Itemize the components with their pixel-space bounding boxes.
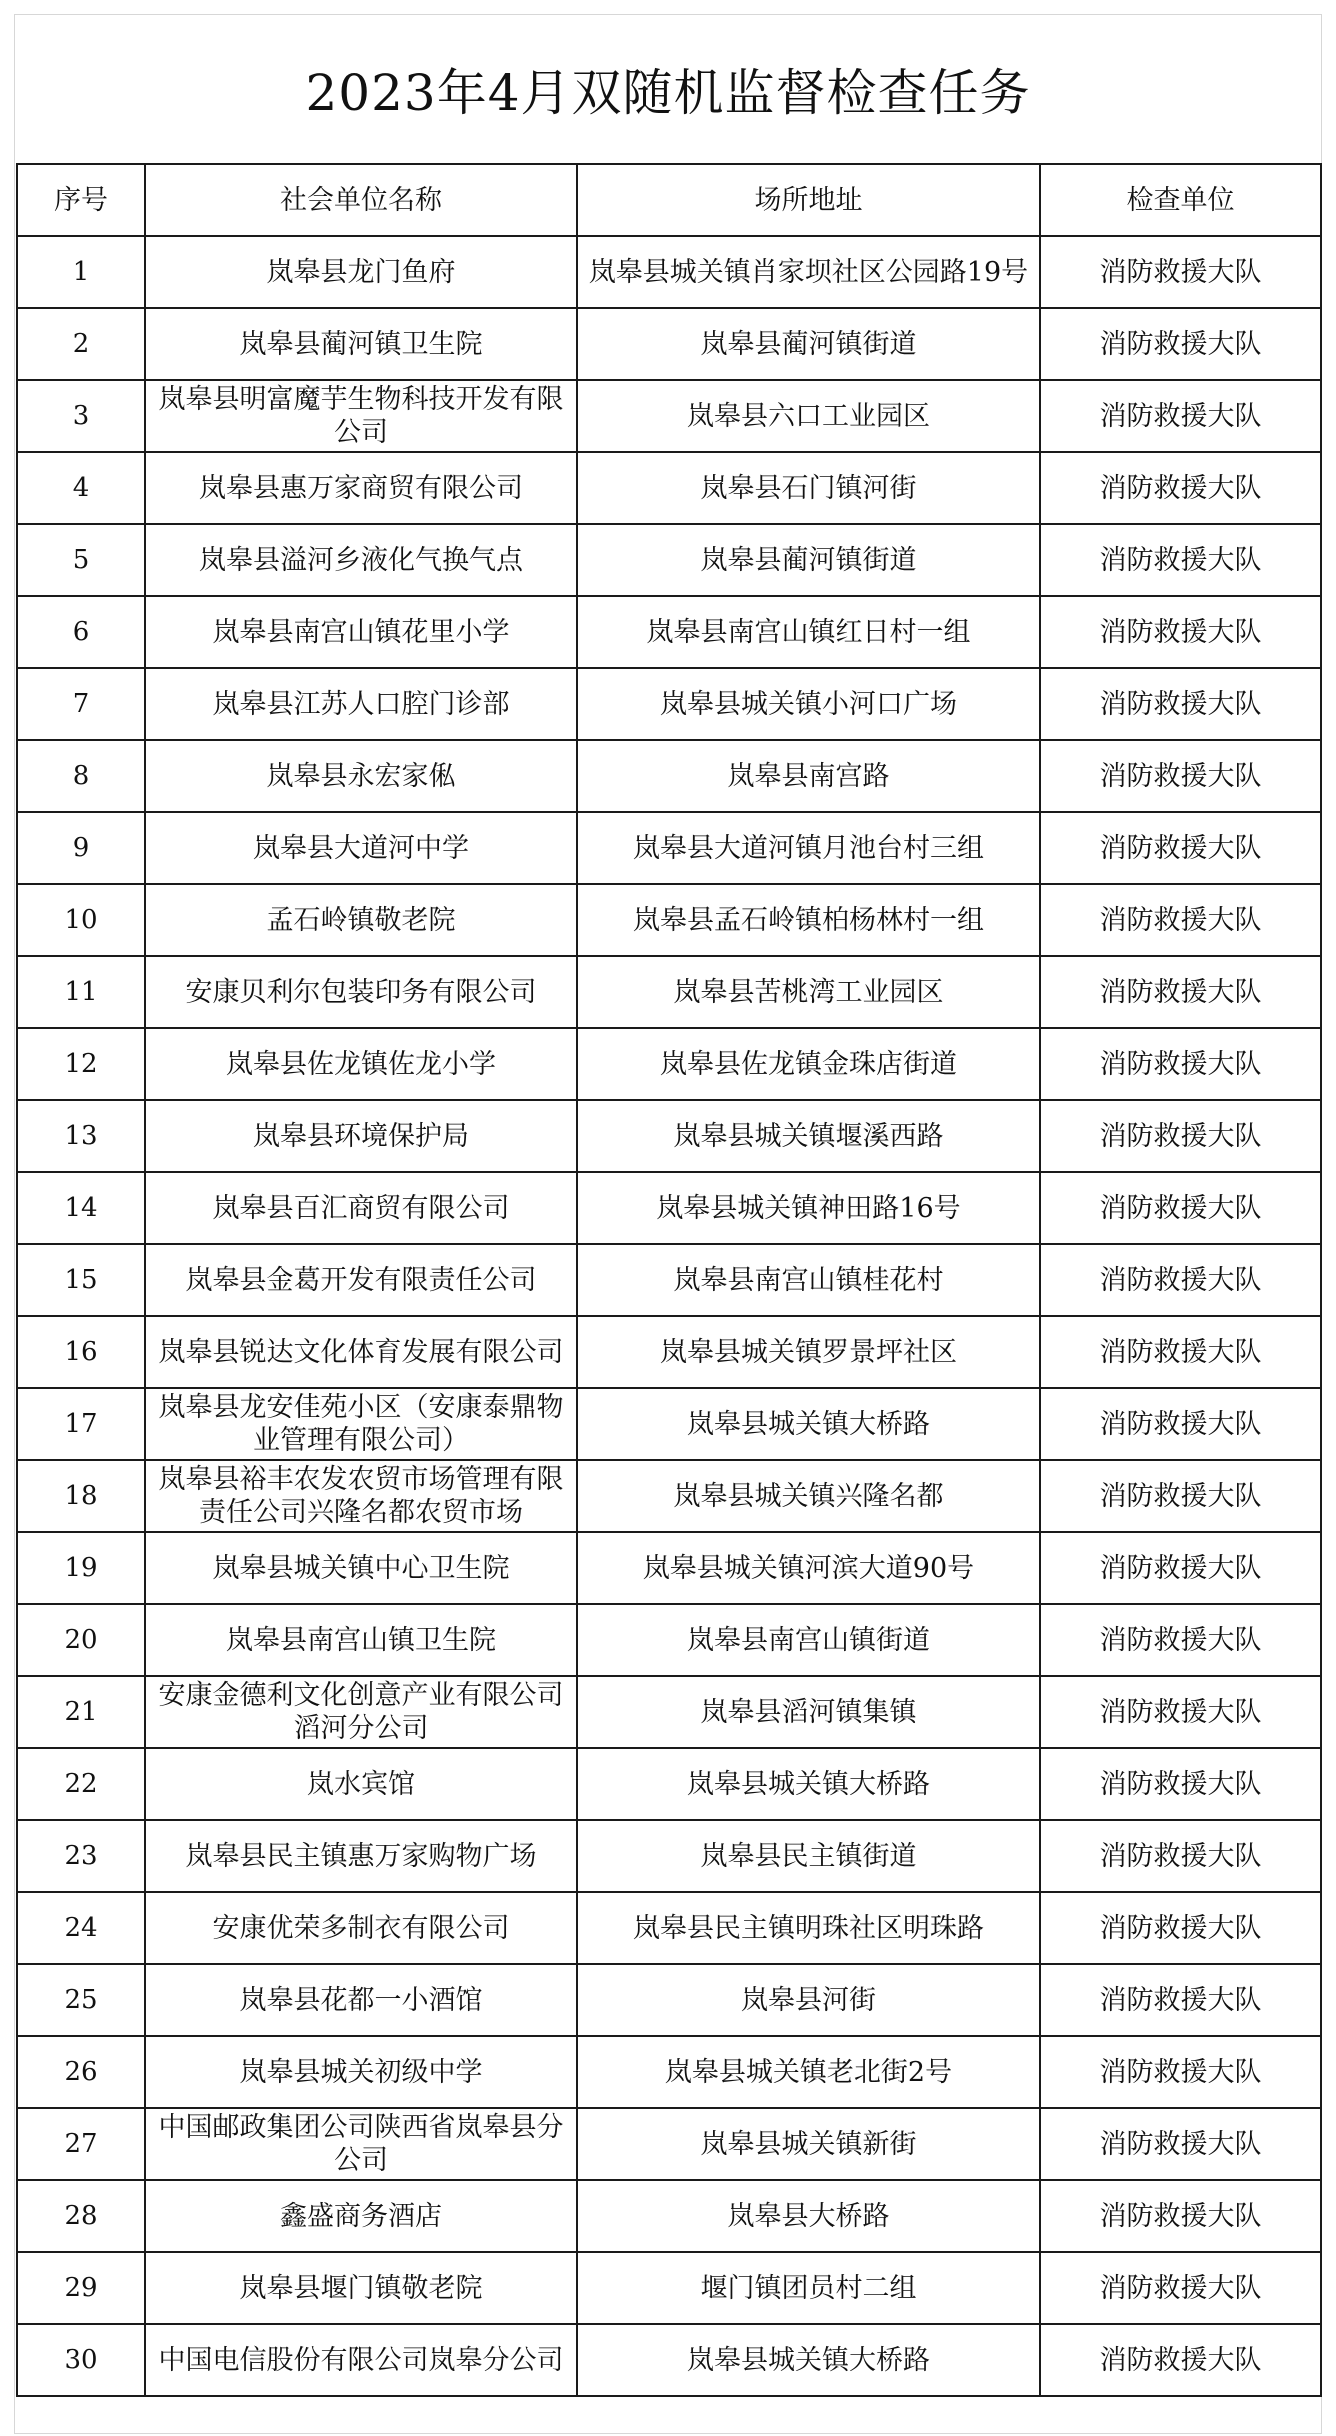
serial-number-cell: 1: [17, 236, 145, 308]
inspecting-unit-cell: 消防救援大队: [1040, 2252, 1321, 2324]
table-row: [17, 524, 1321, 596]
address-cell: 岚皋县民主镇街道: [577, 1820, 1040, 1892]
serial-number-cell: 4: [17, 452, 145, 524]
inspecting-unit-cell: 消防救援大队: [1040, 236, 1321, 308]
serial-number-cell: 30: [17, 2324, 145, 2396]
table-row: [17, 1964, 1321, 2036]
table-row: [17, 1676, 1321, 1748]
serial-number-cell: 28: [17, 2180, 145, 2252]
table-row: [17, 1820, 1321, 1892]
table-row: [17, 2252, 1321, 2324]
inspecting-unit-cell: 消防救援大队: [1040, 1028, 1321, 1100]
inspecting-unit-cell: 消防救援大队: [1040, 1964, 1321, 2036]
serial-number-cell: 20: [17, 1604, 145, 1676]
unit-name-cell: 岚皋县龙门鱼府: [145, 236, 577, 308]
table-row: [17, 1532, 1321, 1604]
inspecting-unit-cell: 消防救援大队: [1040, 308, 1321, 380]
serial-number-cell: 6: [17, 596, 145, 668]
inspecting-unit-cell: 消防救援大队: [1040, 2108, 1321, 2180]
address-cell: 岚皋县六口工业园区: [577, 380, 1040, 452]
unit-name-cell: 岚皋县明富魔芋生物科技开发有限公司: [145, 380, 577, 452]
address-cell: 岚皋县蔺河镇街道: [577, 308, 1040, 380]
table-row: [17, 1316, 1321, 1388]
serial-number-cell: 2: [17, 308, 145, 380]
address-cell: 岚皋县滔河镇集镇: [577, 1676, 1040, 1748]
unit-name-cell: 鑫盛商务酒店: [145, 2180, 577, 2252]
address-cell: 岚皋县城关镇新街: [577, 2108, 1040, 2180]
inspecting-unit-cell: 消防救援大队: [1040, 956, 1321, 1028]
table-row: [17, 308, 1321, 380]
address-cell: 岚皋县城关镇大桥路: [577, 1748, 1040, 1820]
serial-number-cell: 21: [17, 1676, 145, 1748]
serial-number-cell: 13: [17, 1100, 145, 1172]
address-cell: 岚皋县城关镇河滨大道90号: [577, 1532, 1040, 1604]
serial-number-cell: 14: [17, 1172, 145, 1244]
unit-name-cell: 岚皋县百汇商贸有限公司: [145, 1172, 577, 1244]
inspecting-unit-cell: 消防救援大队: [1040, 668, 1321, 740]
unit-name-cell: 岚皋县溢河乡液化气换气点: [145, 524, 577, 596]
address-cell: 岚皋县南宫山镇街道: [577, 1604, 1040, 1676]
table-row: [17, 1604, 1321, 1676]
unit-name-cell: 岚皋县花都一小酒馆: [145, 1964, 577, 2036]
serial-number-cell: 19: [17, 1532, 145, 1604]
unit-name-cell: 岚皋县大道河中学: [145, 812, 577, 884]
inspection-table: [16, 163, 1322, 2397]
unit-name-cell: 岚皋县裕丰农发农贸市场管理有限责任公司兴隆名都农贸市场: [145, 1460, 577, 1532]
serial-number-cell: 26: [17, 2036, 145, 2108]
serial-number-cell: 5: [17, 524, 145, 596]
unit-name-cell: 岚皋县江苏人口腔门诊部: [145, 668, 577, 740]
inspecting-unit-cell: 消防救援大队: [1040, 1676, 1321, 1748]
address-cell: 岚皋县南宫山镇桂花村: [577, 1244, 1040, 1316]
serial-number-cell: 8: [17, 740, 145, 812]
inspecting-unit-cell: 消防救援大队: [1040, 1100, 1321, 1172]
address-cell: 岚皋县城关镇肖家坝社区公园路19号: [577, 236, 1040, 308]
inspecting-unit-cell: 消防救援大队: [1040, 2324, 1321, 2396]
serial-number-cell: 22: [17, 1748, 145, 1820]
address-cell: 堰门镇团员村二组: [577, 2252, 1040, 2324]
table-row: [17, 1748, 1321, 1820]
table-row: [17, 1172, 1321, 1244]
address-cell: 岚皋县城关镇老北街2号: [577, 2036, 1040, 2108]
address-cell: 岚皋县南宫山镇红日村一组: [577, 596, 1040, 668]
unit-name-cell: 岚皋县永宏家俬: [145, 740, 577, 812]
serial-number-cell: 25: [17, 1964, 145, 2036]
address-cell: 岚皋县石门镇河街: [577, 452, 1040, 524]
inspecting-unit-cell: 消防救援大队: [1040, 1820, 1321, 1892]
inspecting-unit-cell: 消防救援大队: [1040, 1460, 1321, 1532]
unit-name-cell: 中国邮政集团公司陕西省岚皋县分公司: [145, 2108, 577, 2180]
address-cell: 岚皋县城关镇大桥路: [577, 2324, 1040, 2396]
table-row: [17, 2180, 1321, 2252]
serial-number-cell: 12: [17, 1028, 145, 1100]
address-cell: 岚皋县城关镇堰溪西路: [577, 1100, 1040, 1172]
inspecting-unit-cell: 消防救援大队: [1040, 524, 1321, 596]
inspecting-unit-cell: 消防救援大队: [1040, 1388, 1321, 1460]
inspecting-unit-cell: 消防救援大队: [1040, 380, 1321, 452]
address-cell: 岚皋县城关镇大桥路: [577, 1388, 1040, 1460]
unit-name-cell: 岚皋县佐龙镇佐龙小学: [145, 1028, 577, 1100]
table-row: [17, 1028, 1321, 1100]
address-cell: 岚皋县大道河镇月池台村三组: [577, 812, 1040, 884]
unit-name-cell: 安康贝利尔包装印务有限公司: [145, 956, 577, 1028]
address-cell: 岚皋县城关镇兴隆名都: [577, 1460, 1040, 1532]
table-row: [17, 2036, 1321, 2108]
header-inspecting-unit: 检查单位: [1040, 164, 1321, 236]
table-row: [17, 2108, 1321, 2180]
unit-name-cell: 岚皋县龙安佳苑小区（安康泰鼎物业管理有限公司）: [145, 1388, 577, 1460]
unit-name-cell: 孟石岭镇敬老院: [145, 884, 577, 956]
unit-name-cell: 岚皋县堰门镇敬老院: [145, 2252, 577, 2324]
inspecting-unit-cell: 消防救援大队: [1040, 452, 1321, 524]
address-cell: 岚皋县孟石岭镇柏杨林村一组: [577, 884, 1040, 956]
serial-number-cell: 11: [17, 956, 145, 1028]
inspecting-unit-cell: 消防救援大队: [1040, 1172, 1321, 1244]
address-cell: 岚皋县城关镇神田路16号: [577, 1172, 1040, 1244]
serial-number-cell: 17: [17, 1388, 145, 1460]
serial-number-cell: 29: [17, 2252, 145, 2324]
header-address: 场所地址: [577, 164, 1040, 236]
table-row: [17, 668, 1321, 740]
serial-number-cell: 18: [17, 1460, 145, 1532]
document-sheet: [14, 14, 1322, 2434]
table-row: [17, 1460, 1321, 1532]
serial-number-cell: 15: [17, 1244, 145, 1316]
unit-name-cell: 安康优荣多制衣有限公司: [145, 1892, 577, 1964]
table-header-row: [17, 164, 1321, 236]
unit-name-cell: 岚皋县南宫山镇花里小学: [145, 596, 577, 668]
table-row: [17, 956, 1321, 1028]
address-cell: 岚皋县民主镇明珠社区明珠路: [577, 1892, 1040, 1964]
serial-number-cell: 16: [17, 1316, 145, 1388]
table-row: [17, 884, 1321, 956]
table-row: [17, 380, 1321, 452]
unit-name-cell: 岚皋县金葛开发有限责任公司: [145, 1244, 577, 1316]
table-row: [17, 2324, 1321, 2396]
serial-number-cell: 23: [17, 1820, 145, 1892]
inspecting-unit-cell: 消防救援大队: [1040, 740, 1321, 812]
table-row: [17, 452, 1321, 524]
unit-name-cell: 岚皋县民主镇惠万家购物广场: [145, 1820, 577, 1892]
serial-number-cell: 7: [17, 668, 145, 740]
header-serial-number: 序号: [17, 164, 145, 236]
address-cell: 岚皋县南宫路: [577, 740, 1040, 812]
inspecting-unit-cell: 消防救援大队: [1040, 1244, 1321, 1316]
inspecting-unit-cell: 消防救援大队: [1040, 1892, 1321, 1964]
unit-name-cell: 安康金德利文化创意产业有限公司滔河分公司: [145, 1676, 577, 1748]
address-cell: 岚皋县河街: [577, 1964, 1040, 2036]
table-row: [17, 596, 1321, 668]
address-cell: 岚皋县城关镇罗景坪社区: [577, 1316, 1040, 1388]
address-cell: 岚皋县蔺河镇街道: [577, 524, 1040, 596]
serial-number-cell: 27: [17, 2108, 145, 2180]
table-row: [17, 812, 1321, 884]
unit-name-cell: 岚水宾馆: [145, 1748, 577, 1820]
inspecting-unit-cell: 消防救援大队: [1040, 812, 1321, 884]
serial-number-cell: 24: [17, 1892, 145, 1964]
table-row: [17, 1388, 1321, 1460]
inspecting-unit-cell: 消防救援大队: [1040, 1748, 1321, 1820]
inspecting-unit-cell: 消防救援大队: [1040, 2180, 1321, 2252]
table-row: [17, 740, 1321, 812]
header-unit-name: 社会单位名称: [145, 164, 577, 236]
inspecting-unit-cell: 消防救援大队: [1040, 1604, 1321, 1676]
inspecting-unit-cell: 消防救援大队: [1040, 2036, 1321, 2108]
unit-name-cell: 岚皋县蔺河镇卫生院: [145, 308, 577, 380]
unit-name-cell: 中国电信股份有限公司岚皋分公司: [145, 2324, 577, 2396]
inspecting-unit-cell: 消防救援大队: [1040, 884, 1321, 956]
table-row: [17, 1100, 1321, 1172]
serial-number-cell: 9: [17, 812, 145, 884]
address-cell: 岚皋县大桥路: [577, 2180, 1040, 2252]
serial-number-cell: 3: [17, 380, 145, 452]
unit-name-cell: 岚皋县南宫山镇卫生院: [145, 1604, 577, 1676]
unit-name-cell: 岚皋县环境保护局: [145, 1100, 577, 1172]
address-cell: 岚皋县佐龙镇金珠店街道: [577, 1028, 1040, 1100]
address-cell: 岚皋县城关镇小河口广场: [577, 668, 1040, 740]
inspecting-unit-cell: 消防救援大队: [1040, 1532, 1321, 1604]
unit-name-cell: 岚皋县锐达文化体育发展有限公司: [145, 1316, 577, 1388]
table-row: [17, 1244, 1321, 1316]
inspecting-unit-cell: 消防救援大队: [1040, 1316, 1321, 1388]
table-body: [17, 236, 1321, 2396]
address-cell: 岚皋县苦桃湾工业园区: [577, 956, 1040, 1028]
table-row: [17, 1892, 1321, 1964]
unit-name-cell: 岚皋县城关镇中心卫生院: [145, 1532, 577, 1604]
table-row: [17, 236, 1321, 308]
inspecting-unit-cell: 消防救援大队: [1040, 596, 1321, 668]
unit-name-cell: 岚皋县城关初级中学: [145, 2036, 577, 2108]
serial-number-cell: 10: [17, 884, 145, 956]
page-title: 2023年4月双随机监督检查任务: [305, 64, 1031, 122]
unit-name-cell: 岚皋县惠万家商贸有限公司: [145, 452, 577, 524]
